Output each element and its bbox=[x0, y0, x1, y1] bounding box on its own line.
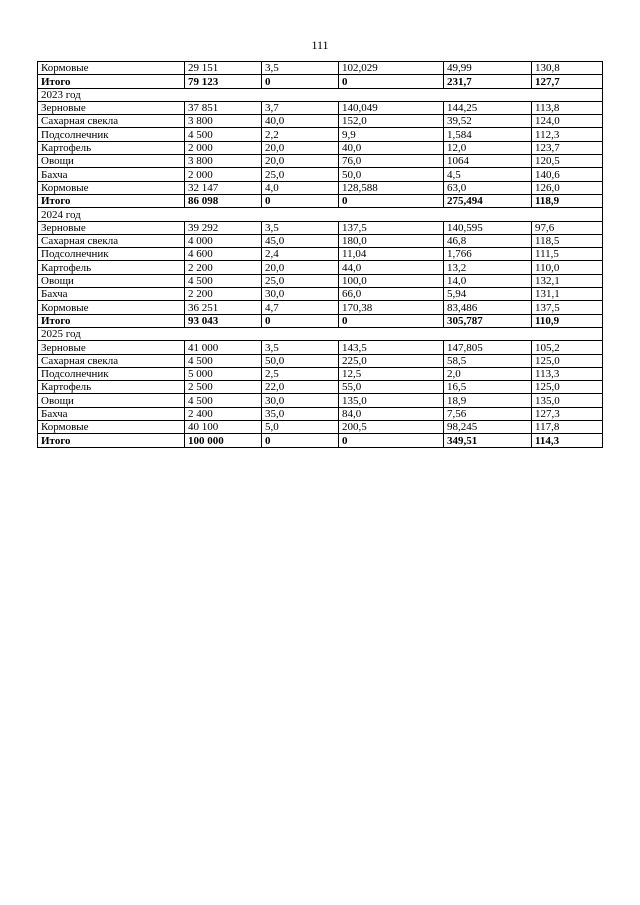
value-cell: 84,0 bbox=[339, 407, 444, 420]
crop-name-cell: Сахарная свекла bbox=[38, 115, 185, 128]
total-value-cell: 275,494 bbox=[444, 194, 532, 207]
value-cell: 113,3 bbox=[532, 367, 603, 380]
total-label-cell: Итого bbox=[38, 194, 185, 207]
total-value-cell: 305,787 bbox=[444, 314, 532, 327]
crop-name-cell: Сахарная свекла bbox=[38, 234, 185, 247]
value-cell: 3,5 bbox=[262, 341, 339, 354]
table-row bbox=[38, 381, 603, 394]
table-row bbox=[38, 341, 603, 354]
table-row bbox=[38, 181, 603, 194]
value-cell: 4 600 bbox=[185, 248, 262, 261]
value-cell: 50,0 bbox=[339, 168, 444, 181]
table-row bbox=[38, 407, 603, 420]
table-row bbox=[38, 234, 603, 247]
value-cell: 5,0 bbox=[262, 421, 339, 434]
value-cell: 46,8 bbox=[444, 234, 532, 247]
value-cell: 5,94 bbox=[444, 288, 532, 301]
value-cell: 66,0 bbox=[339, 288, 444, 301]
value-cell: 143,5 bbox=[339, 341, 444, 354]
table-row bbox=[38, 288, 603, 301]
crop-name-cell: Зерновые bbox=[38, 221, 185, 234]
value-cell: 147,805 bbox=[444, 341, 532, 354]
value-cell: 20,0 bbox=[262, 141, 339, 154]
value-cell: 2 200 bbox=[185, 288, 262, 301]
value-cell: 137,5 bbox=[339, 221, 444, 234]
total-value-cell: 0 bbox=[262, 314, 339, 327]
value-cell: 55,0 bbox=[339, 381, 444, 394]
total-value-cell: 0 bbox=[262, 434, 339, 447]
value-cell: 2,0 bbox=[444, 367, 532, 380]
table-row bbox=[38, 354, 603, 367]
value-cell: 49,99 bbox=[444, 62, 532, 75]
value-cell: 25,0 bbox=[262, 274, 339, 287]
value-cell: 2,5 bbox=[262, 367, 339, 380]
value-cell: 76,0 bbox=[339, 155, 444, 168]
value-cell: 4 500 bbox=[185, 274, 262, 287]
total-value-cell: 0 bbox=[339, 75, 444, 88]
value-cell: 40 100 bbox=[185, 421, 262, 434]
value-cell: 2 400 bbox=[185, 407, 262, 420]
crop-name-cell: Подсолнечник bbox=[38, 248, 185, 261]
crop-name-cell: Картофель bbox=[38, 381, 185, 394]
value-cell: 7,56 bbox=[444, 407, 532, 420]
value-cell: 36 251 bbox=[185, 301, 262, 314]
table-row bbox=[38, 62, 603, 75]
year-header: 2023 год bbox=[38, 88, 603, 101]
crop-table bbox=[37, 61, 603, 448]
value-cell: 125,0 bbox=[532, 381, 603, 394]
table-row bbox=[38, 274, 603, 287]
year-header-row bbox=[38, 208, 603, 221]
crop-name-cell: Картофель bbox=[38, 141, 185, 154]
value-cell: 37 851 bbox=[185, 101, 262, 114]
value-cell: 2 200 bbox=[185, 261, 262, 274]
crop-name-cell: Кормовые bbox=[38, 301, 185, 314]
value-cell: 2,4 bbox=[262, 248, 339, 261]
value-cell: 135,0 bbox=[532, 394, 603, 407]
value-cell: 4 500 bbox=[185, 354, 262, 367]
value-cell: 144,25 bbox=[444, 101, 532, 114]
value-cell: 3,5 bbox=[262, 221, 339, 234]
year-header-row bbox=[38, 327, 603, 340]
value-cell: 39,52 bbox=[444, 115, 532, 128]
table-row bbox=[38, 261, 603, 274]
value-cell: 120,5 bbox=[532, 155, 603, 168]
crop-name-cell: Бахча bbox=[38, 168, 185, 181]
table-row bbox=[38, 115, 603, 128]
crop-name-cell: Овощи bbox=[38, 155, 185, 168]
value-cell: 63,0 bbox=[444, 181, 532, 194]
value-cell: 118,5 bbox=[532, 234, 603, 247]
total-value-cell: 349,51 bbox=[444, 434, 532, 447]
total-row bbox=[38, 314, 603, 327]
crop-name-cell: Овощи bbox=[38, 394, 185, 407]
crop-name-cell: Бахча bbox=[38, 288, 185, 301]
value-cell: 45,0 bbox=[262, 234, 339, 247]
value-cell: 1064 bbox=[444, 155, 532, 168]
value-cell: 83,486 bbox=[444, 301, 532, 314]
table-row bbox=[38, 168, 603, 181]
value-cell: 2,2 bbox=[262, 128, 339, 141]
value-cell: 3,7 bbox=[262, 101, 339, 114]
value-cell: 2 500 bbox=[185, 381, 262, 394]
total-value-cell: 93 043 bbox=[185, 314, 262, 327]
total-value-cell: 110,9 bbox=[532, 314, 603, 327]
value-cell: 3 800 bbox=[185, 115, 262, 128]
value-cell: 2 000 bbox=[185, 168, 262, 181]
value-cell: 105,2 bbox=[532, 341, 603, 354]
total-label-cell: Итого bbox=[38, 75, 185, 88]
total-value-cell: 0 bbox=[339, 314, 444, 327]
crop-name-cell: Подсолнечник bbox=[38, 367, 185, 380]
value-cell: 97,6 bbox=[532, 221, 603, 234]
value-cell: 140,049 bbox=[339, 101, 444, 114]
value-cell: 29 151 bbox=[185, 62, 262, 75]
crop-name-cell: Кормовые bbox=[38, 181, 185, 194]
value-cell: 111,5 bbox=[532, 248, 603, 261]
value-cell: 44,0 bbox=[339, 261, 444, 274]
value-cell: 4,5 bbox=[444, 168, 532, 181]
value-cell: 4,7 bbox=[262, 301, 339, 314]
value-cell: 4,0 bbox=[262, 181, 339, 194]
crop-name-cell: Зерновые bbox=[38, 101, 185, 114]
crop-name-cell: Бахча bbox=[38, 407, 185, 420]
total-value-cell: 0 bbox=[339, 434, 444, 447]
total-value-cell: 0 bbox=[339, 194, 444, 207]
value-cell: 170,38 bbox=[339, 301, 444, 314]
value-cell: 130,8 bbox=[532, 62, 603, 75]
value-cell: 1,584 bbox=[444, 128, 532, 141]
value-cell: 4 000 bbox=[185, 234, 262, 247]
value-cell: 128,588 bbox=[339, 181, 444, 194]
table-row bbox=[38, 141, 603, 154]
value-cell: 12,0 bbox=[444, 141, 532, 154]
value-cell: 112,3 bbox=[532, 128, 603, 141]
total-value-cell: 114,3 bbox=[532, 434, 603, 447]
total-value-cell: 127,7 bbox=[532, 75, 603, 88]
value-cell: 18,9 bbox=[444, 394, 532, 407]
value-cell: 25,0 bbox=[262, 168, 339, 181]
value-cell: 9,9 bbox=[339, 128, 444, 141]
value-cell: 4 500 bbox=[185, 128, 262, 141]
value-cell: 12,5 bbox=[339, 367, 444, 380]
value-cell: 3 800 bbox=[185, 155, 262, 168]
total-row bbox=[38, 434, 603, 447]
value-cell: 127,3 bbox=[532, 407, 603, 420]
total-label-cell: Итого bbox=[38, 434, 185, 447]
value-cell: 131,1 bbox=[532, 288, 603, 301]
value-cell: 126,0 bbox=[532, 181, 603, 194]
value-cell: 20,0 bbox=[262, 155, 339, 168]
value-cell: 137,5 bbox=[532, 301, 603, 314]
value-cell: 98,245 bbox=[444, 421, 532, 434]
value-cell: 4 500 bbox=[185, 394, 262, 407]
value-cell: 20,0 bbox=[262, 261, 339, 274]
value-cell: 140,595 bbox=[444, 221, 532, 234]
year-header: 2025 год bbox=[38, 327, 603, 340]
table-row bbox=[38, 101, 603, 114]
crop-name-cell: Картофель bbox=[38, 261, 185, 274]
value-cell: 40,0 bbox=[262, 115, 339, 128]
table-row bbox=[38, 394, 603, 407]
value-cell: 13,2 bbox=[444, 261, 532, 274]
value-cell: 35,0 bbox=[262, 407, 339, 420]
value-cell: 110,0 bbox=[532, 261, 603, 274]
value-cell: 200,5 bbox=[339, 421, 444, 434]
table-row bbox=[38, 248, 603, 261]
value-cell: 2 000 bbox=[185, 141, 262, 154]
crop-name-cell: Кормовые bbox=[38, 421, 185, 434]
year-header: 2024 год bbox=[38, 208, 603, 221]
value-cell: 16,5 bbox=[444, 381, 532, 394]
value-cell: 11,04 bbox=[339, 248, 444, 261]
value-cell: 41 000 bbox=[185, 341, 262, 354]
total-row bbox=[38, 194, 603, 207]
value-cell: 152,0 bbox=[339, 115, 444, 128]
value-cell: 123,7 bbox=[532, 141, 603, 154]
crop-name-cell: Подсолнечник bbox=[38, 128, 185, 141]
value-cell: 135,0 bbox=[339, 394, 444, 407]
crop-name-cell: Зерновые bbox=[38, 341, 185, 354]
value-cell: 30,0 bbox=[262, 288, 339, 301]
value-cell: 22,0 bbox=[262, 381, 339, 394]
total-value-cell: 79 123 bbox=[185, 75, 262, 88]
value-cell: 1,766 bbox=[444, 248, 532, 261]
value-cell: 125,0 bbox=[532, 354, 603, 367]
value-cell: 3,5 bbox=[262, 62, 339, 75]
table-row bbox=[38, 301, 603, 314]
value-cell: 140,6 bbox=[532, 168, 603, 181]
value-cell: 100,0 bbox=[339, 274, 444, 287]
total-value-cell: 118,9 bbox=[532, 194, 603, 207]
table-row bbox=[38, 221, 603, 234]
value-cell: 180,0 bbox=[339, 234, 444, 247]
total-value-cell: 0 bbox=[262, 75, 339, 88]
total-label-cell: Итого bbox=[38, 314, 185, 327]
table-row bbox=[38, 367, 603, 380]
value-cell: 102,029 bbox=[339, 62, 444, 75]
value-cell: 58,5 bbox=[444, 354, 532, 367]
total-value-cell: 0 bbox=[262, 194, 339, 207]
value-cell: 50,0 bbox=[262, 354, 339, 367]
value-cell: 117,8 bbox=[532, 421, 603, 434]
table-row bbox=[38, 421, 603, 434]
value-cell: 32 147 bbox=[185, 181, 262, 194]
total-value-cell: 86 098 bbox=[185, 194, 262, 207]
total-row bbox=[38, 75, 603, 88]
value-cell: 124,0 bbox=[532, 115, 603, 128]
value-cell: 40,0 bbox=[339, 141, 444, 154]
value-cell: 14,0 bbox=[444, 274, 532, 287]
total-value-cell: 100 000 bbox=[185, 434, 262, 447]
year-header-row bbox=[38, 88, 603, 101]
table-row bbox=[38, 128, 603, 141]
total-value-cell: 231,7 bbox=[444, 75, 532, 88]
crop-name-cell: Сахарная свекла bbox=[38, 354, 185, 367]
value-cell: 39 292 bbox=[185, 221, 262, 234]
table-row bbox=[38, 155, 603, 168]
page-number: 111 bbox=[311, 38, 329, 52]
value-cell: 132,1 bbox=[532, 274, 603, 287]
crop-name-cell: Кормовые bbox=[38, 62, 185, 75]
crop-name-cell: Овощи bbox=[38, 274, 185, 287]
value-cell: 5 000 bbox=[185, 367, 262, 380]
value-cell: 30,0 bbox=[262, 394, 339, 407]
value-cell: 113,8 bbox=[532, 101, 603, 114]
value-cell: 225,0 bbox=[339, 354, 444, 367]
